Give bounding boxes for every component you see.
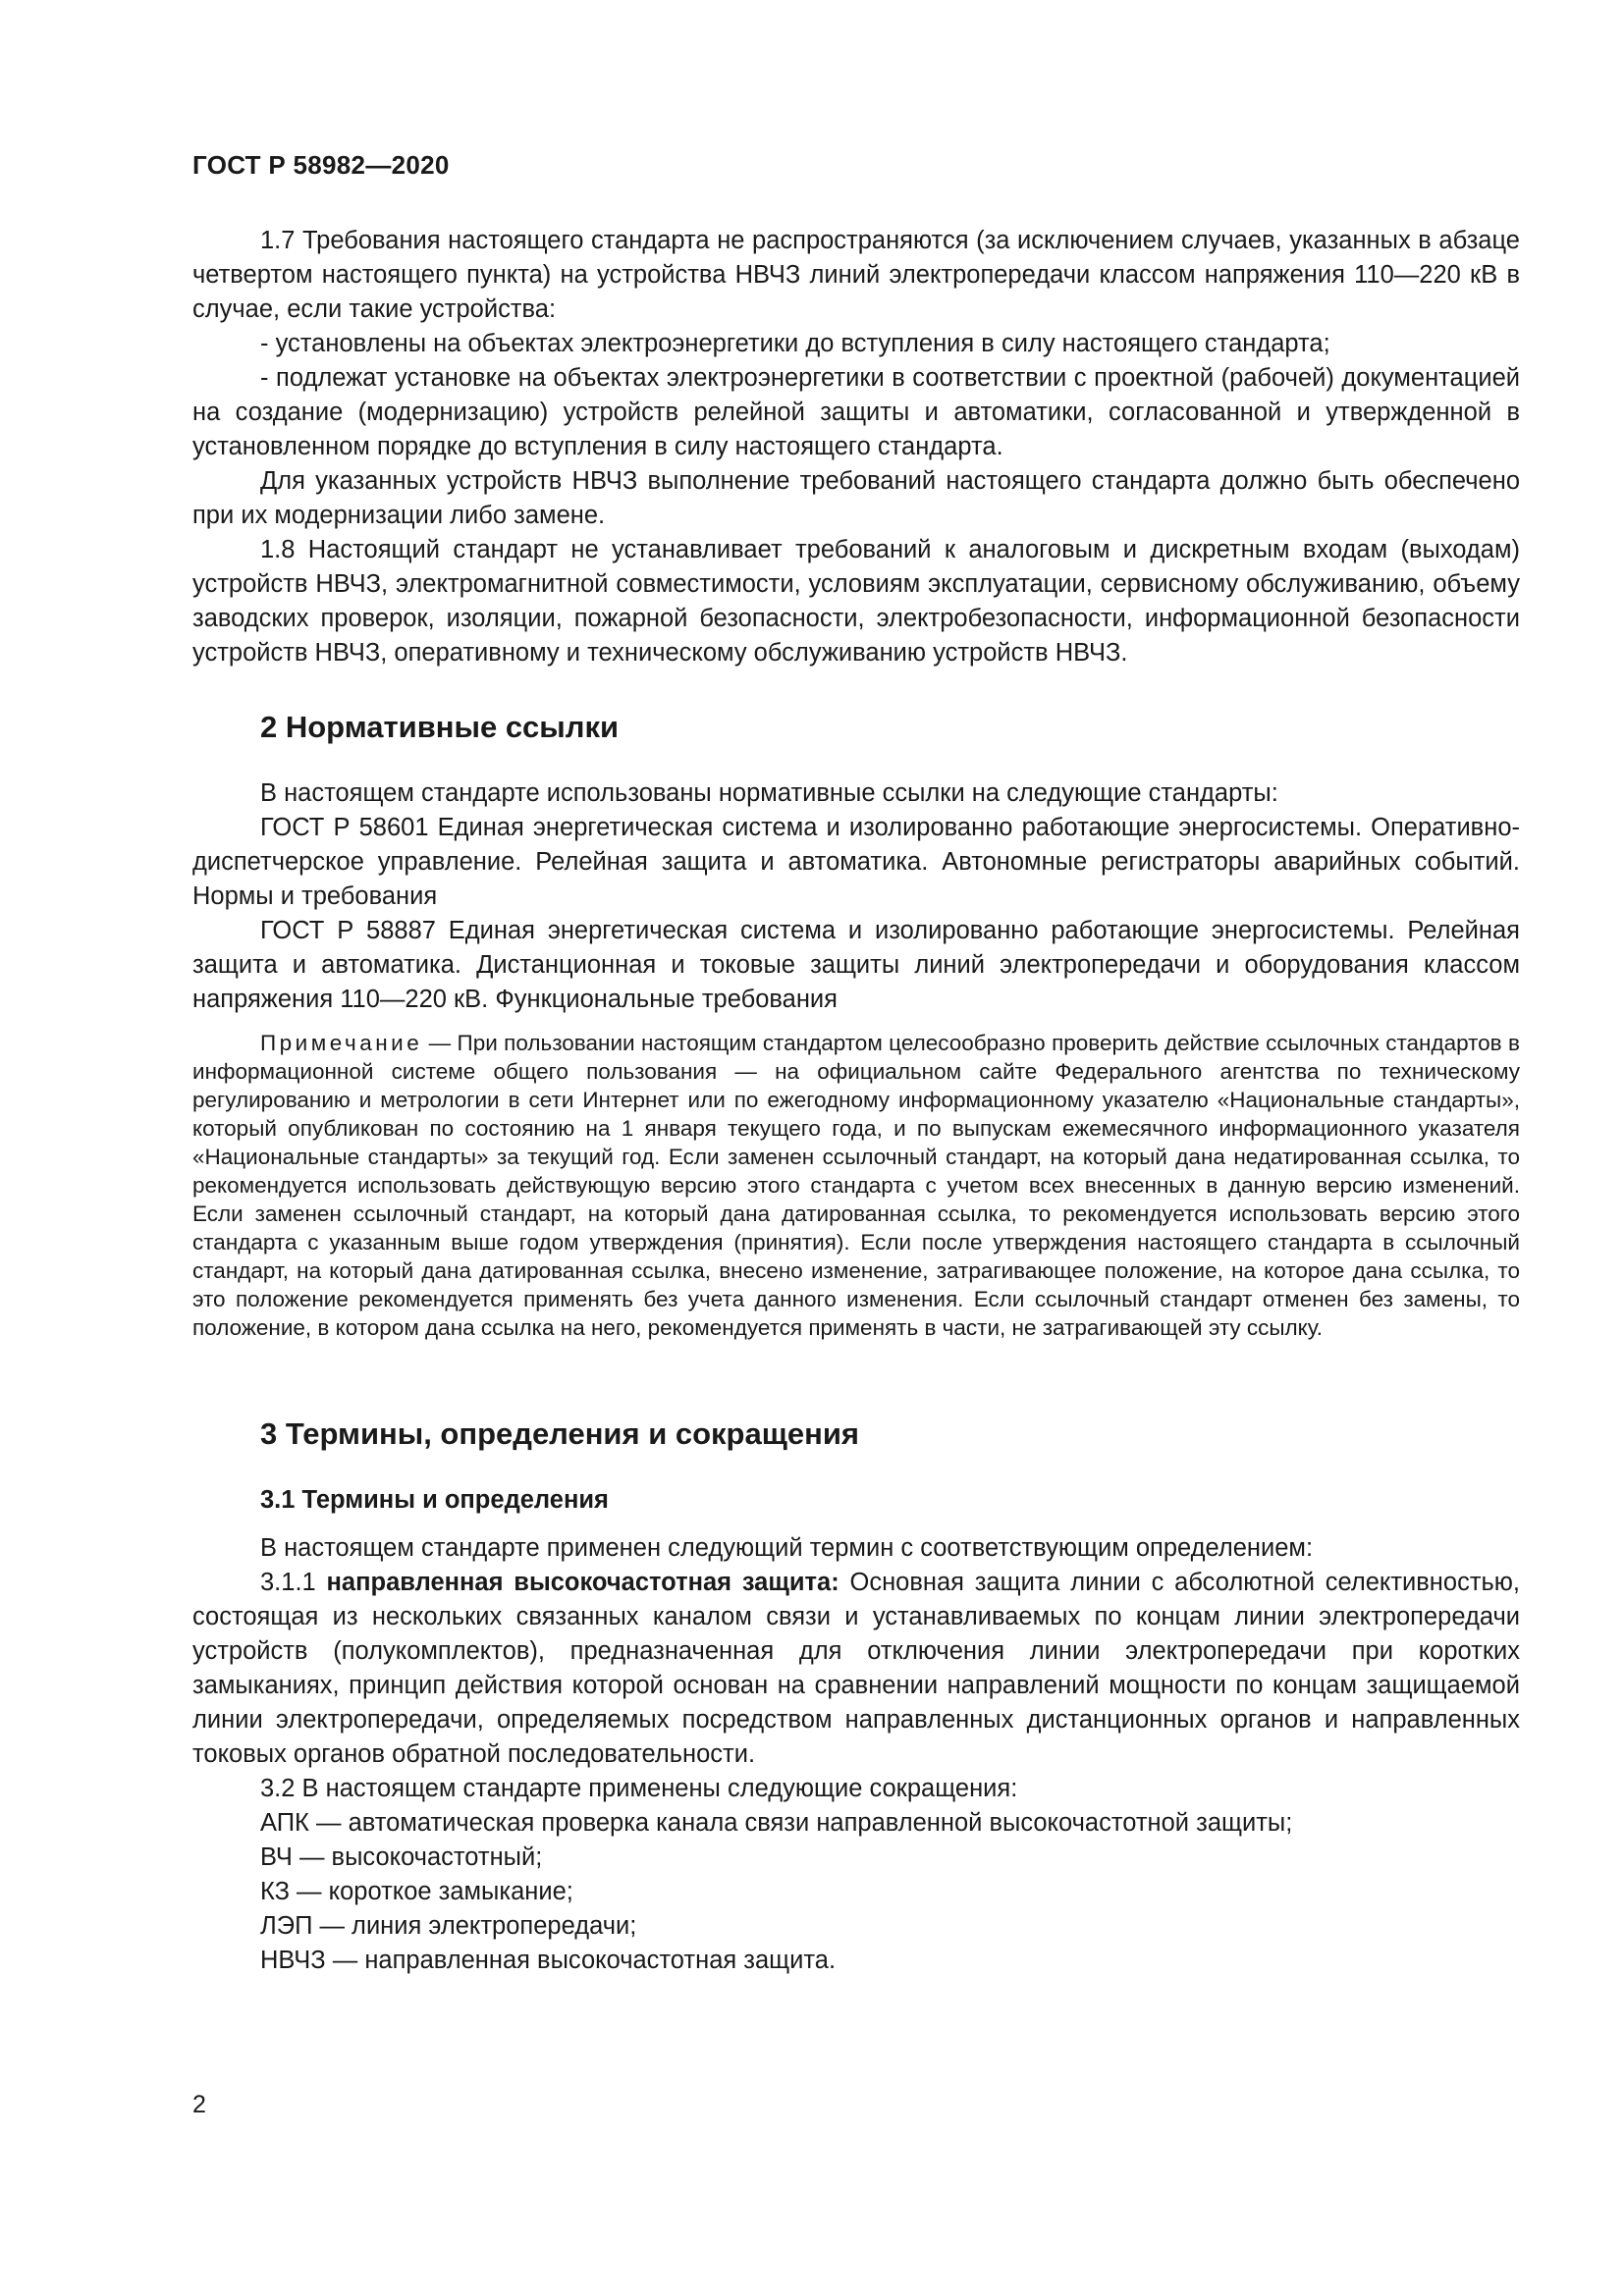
- term-3-1-1: [192, 1566, 1520, 1772]
- abbreviation-apk: АПК — автоматическая проверка канала связи направленной высокочастотной защиты;: [260, 1809, 1293, 1837]
- document-page: [192, 0, 1520, 2296]
- abbreviation-vch: ВЧ — высокочастотный;: [260, 1843, 543, 1871]
- term-definition: Основная защита линии с абсолютной селективностью, состоящая из нескольких связанных каналом связи и устанавливаемых по концам линии электропередачи устройств (полукомплектов), предназначенная для отключения линии электропередачи при коротких замыканиях, принцип действия которой основан на сравнении направлений мощности по концам защищаемой линии электропередачи, определяемых посредством направленных дистанционных органов и направленных токовых органов обратной последовательности.: [192, 1569, 1520, 1768]
- list-item-installed: - установлены на объектах электроэнергетики до вступления в силу настоящего стандарта;: [260, 330, 1330, 357]
- note-label: Примечание: [260, 1031, 423, 1055]
- abbreviation-nvchz: НВЧЗ — направленная высокочастотная защита.: [260, 1947, 837, 1974]
- reference-gost-58601: ГОСТ Р 58601 Единая энергетическая система и изолированно работающие энергосистемы. Оперативно-диспетчерское управление. Релейная защита и автоматика. Автономные регистраторы аварийных событий. Нормы и требования: [192, 814, 1520, 910]
- abbreviation-kz: КЗ — короткое замыкание;: [260, 1878, 573, 1905]
- references-note: [192, 1029, 1520, 1342]
- section-2-normative-references: [192, 708, 1520, 1342]
- note-text: — При пользовании настоящим стандартом целесообразно проверить действие ссылочных стандартов в информационной системе общего пользования — на официальном сайте Федерального агентства по техническому регулированию и метрологии в сети Интернет или по ежегодному информационному указателю «Национальные стандарты», который опубликован по состоянию на 1 января текущего года, и по выпускам ежемесячного информационного указателя «Национальные стандарты» за текущий год. Если заменен ссылочный стандарт, на который дана недатированная ссылка, то рекомендуется использовать действующую версию этого стандарта с учетом всех внесенных в данную версию изменений. Если заменен ссылочный стандарт, на который дана датированная ссылка, то рекомендуется использовать версию этого стандарта с указанным выше годом утверждения (принятия). Если после утверждения настоящего стандарта в ссылочный стандарт, на который дана датированная ссылка, внесено изменение, затрагивающее положение, на которое дана ссылка, то это положение рекомендуется применять без учета данного изменения. Если ссылочный стандарт отменен без замены, то положение, в котором дана ссылка на него, рекомендуется применять в части, не затрагивающей эту ссылку.: [192, 1031, 1520, 1340]
- paragraph-1-7: 1.7 Требования настоящего стандарта не распространяются (за исключением случаев, указанных в абзаце четвертом настоящего пункта) на устройства НВЧЗ линий электропередачи классом напряжения 110—220 кВ в случае, если такие устройства:: [192, 227, 1520, 323]
- document-header: ГОСТ Р 58982—2020: [192, 150, 450, 180]
- term-name: направленная высокочастотная защита:: [326, 1569, 839, 1596]
- list-item-to-be-installed: - подлежат установке на объектах электроэнергетики в соответствии с проектной (рабочей) документацией на создание (модернизацию) устройств релейной защиты и автоматики, согласованной и утвержденной в установленном порядке до вступления в силу настоящего стандарта.: [192, 364, 1520, 460]
- section-2-title: 2 Нормативные ссылки: [260, 710, 620, 744]
- section-1-continuation: [192, 224, 1520, 670]
- abbreviations-intro: 3.2 В настоящем стандарте применены следующие сокращения:: [260, 1775, 1018, 1802]
- terms-intro: В настоящем стандарте применен следующий термин с соответствующим определением:: [260, 1534, 1314, 1562]
- paragraph-modernization: Для указанных устройств НВЧЗ выполнение требований настоящего стандарта должно быть обеспечено при их модернизации либо замене.: [192, 467, 1520, 529]
- page-number: 2: [192, 2091, 206, 2118]
- paragraph-1-8: 1.8 Настоящий стандарт не устанавливает требований к аналоговым и дискретным входам (выходам) устройств НВЧЗ, электромагнитной совместимости, условиям эксплуатации, сервисному обслуживанию, объему заводских проверок, изоляции, пожарной безопасности, электробезопасности, информационной безопасности устройств НВЧЗ, оперативному и техническому обслуживанию устройств НВЧЗ.: [192, 536, 1520, 667]
- page-content: [192, 224, 1520, 1978]
- subsection-3-1-title: 3.1 Термины и определения: [260, 1486, 609, 1514]
- reference-gost-58887: ГОСТ Р 58887 Единая энергетическая система и изолированно работающие энергосистемы. Релейная защита и автоматика. Дистанционная и токовые защиты линий электропередачи и оборудования классом напряжения 110—220 кВ. Функциональные требования: [192, 917, 1520, 1013]
- abbreviation-lep: ЛЭП — линия электропередачи;: [260, 1912, 637, 1940]
- section-3-title: 3 Термины, определения и сокращения: [260, 1416, 859, 1451]
- term-number: 3.1.1: [260, 1569, 316, 1596]
- references-intro: В настоящем стандарте использованы нормативные ссылки на следующие стандарты:: [260, 779, 1278, 807]
- section-3-terms: [192, 1415, 1520, 1978]
